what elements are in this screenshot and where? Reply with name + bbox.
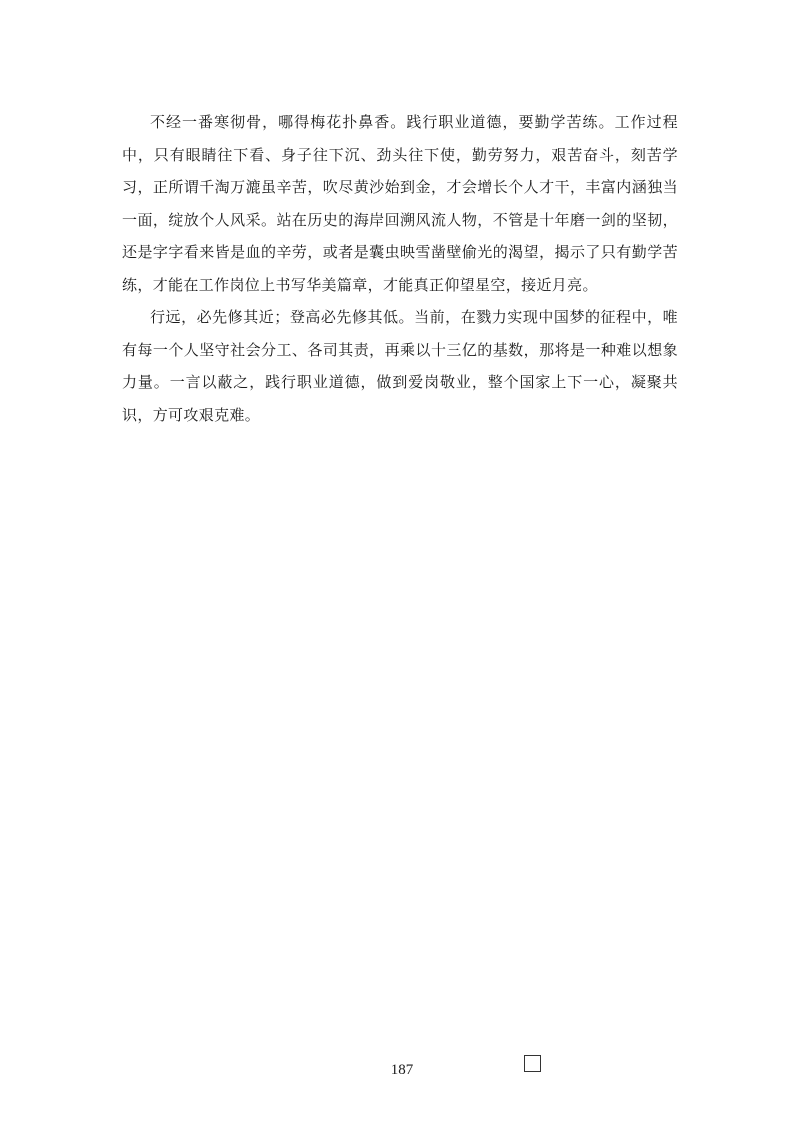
empty-box-mark	[524, 1055, 541, 1072]
paragraph: 不经一番寒彻骨，哪得梅花扑鼻香。践行职业道德，要勤学苦练。工作过程中，只有眼睛往下看、身子往下沉、劲头往下使，勤劳努力，艰苦奋斗，刻苦学习，正所谓千淘万漉虽辛苦，吹尽黄沙始到金，才会增长个人才干，丰富内涵独当一面，绽放个人风采。站在历史的海岸回溯风流人物，不管是十年磨一剑的坚韧，还是字字看来皆是血的辛劳，或者是囊虫映雪凿壁偷光的渴望，揭示了只有勤学苦练，才能在工作岗位上书写华美篇章，才能真正仰望星空，接近月亮。	[122, 113, 678, 294]
body-text	[122, 106, 678, 431]
page-number: 187	[390, 1062, 414, 1078]
paragraph: 行远，必先修其近；登高必先修其低。当前，在戮力实现中国梦的征程中，唯有每一个人坚守社会分工、各司其责，再乘以十三亿的基数，那将是一种难以想象力量。一言以蔽之，践行职业道德，做到爱岗敬业，整个国家上下一心，凝聚共识，方可攻艰克难。	[122, 308, 678, 424]
